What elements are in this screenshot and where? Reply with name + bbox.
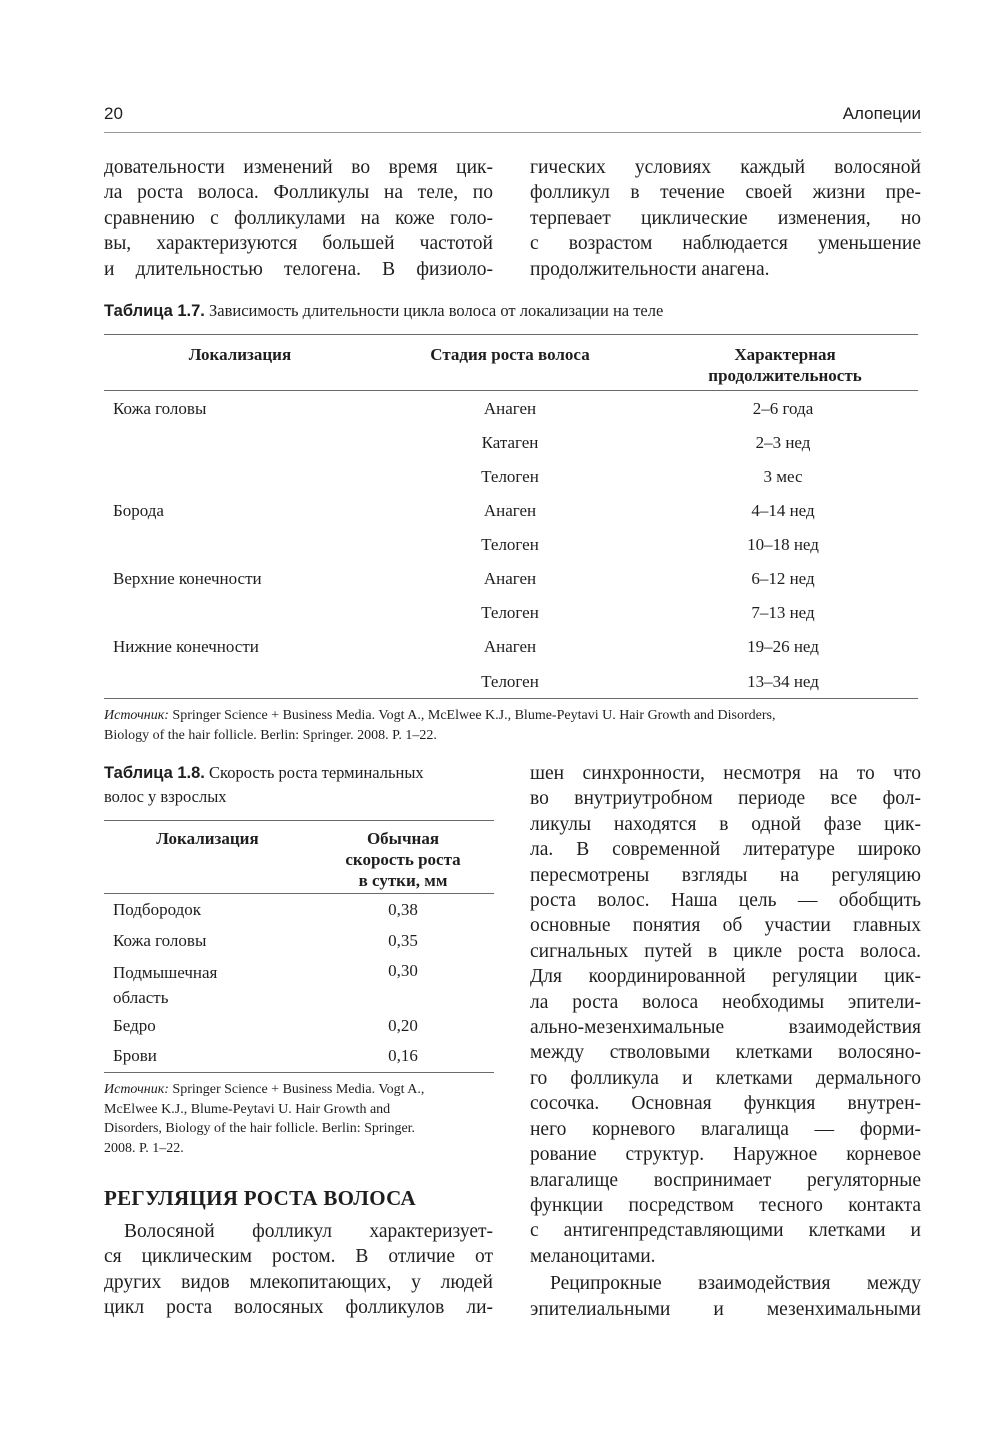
location-line: область bbox=[113, 988, 169, 1007]
page-number: 20 bbox=[104, 104, 123, 123]
table-1-8-rate: 0,35 bbox=[388, 931, 418, 950]
table-1-7-stage: Телоген bbox=[481, 603, 539, 622]
table-1-7-stage: Анаген bbox=[483, 569, 537, 588]
header-line: Характерная bbox=[734, 345, 836, 364]
text-line: шен синхронности, несмотря на то что bbox=[530, 763, 921, 784]
text-line: ся циклическим ростом. В отличие от bbox=[104, 1246, 493, 1268]
table-1-7-duration: 19–26 нед bbox=[747, 637, 819, 656]
header-line: Обычная bbox=[366, 829, 440, 848]
table-1-7-duration: 3 мес bbox=[763, 467, 803, 486]
table-1-8-header-rule bbox=[104, 893, 494, 894]
text-line: продолжительности анагена. bbox=[530, 258, 770, 280]
location-line: Подмышечная bbox=[113, 963, 218, 982]
text-line: сигнальных путей в цикле роста волоса. bbox=[530, 940, 921, 962]
table-1-7-stage: Катаген bbox=[481, 433, 539, 452]
text-line: рование структур. Наружное корневое bbox=[530, 1144, 921, 1166]
source-line: 2008. P. 1–22. bbox=[104, 1140, 184, 1156]
text-line: роста волос. Наша цель — обобщить bbox=[530, 890, 921, 912]
table-1-8-location: Кожа головы bbox=[113, 931, 207, 950]
text-line: Реципрокные взаимодействия между bbox=[550, 1273, 921, 1295]
text-line: эпителиальными и мезенхимальными bbox=[530, 1298, 921, 1320]
header-line: в сутки, мм bbox=[358, 871, 448, 890]
source-line bbox=[104, 706, 921, 726]
caption-line: волос у взрослых bbox=[104, 787, 227, 806]
text-line: во внутриутробном периоде все фол- bbox=[530, 788, 921, 810]
text-line: ла роста волоса необходимы эпители- bbox=[530, 991, 921, 1013]
table-1-7-location: Нижние конечности bbox=[113, 637, 259, 656]
table-1-7-stage: Телоген bbox=[481, 535, 539, 554]
source-text: Springer Science + Business Media. Vogt A., bbox=[168, 1082, 425, 1097]
table-1-7-duration: 6–12 нед bbox=[751, 569, 815, 588]
running-title: Алопеции bbox=[842, 104, 921, 123]
table-1-8-location: Бедро bbox=[113, 1016, 156, 1035]
top-left-paragraph bbox=[104, 155, 493, 282]
table-1-8-top-rule bbox=[104, 820, 494, 821]
table-1-8-rate: 0,38 bbox=[388, 900, 418, 919]
running-header bbox=[104, 104, 921, 133]
source-label: Источник: bbox=[104, 1082, 169, 1097]
table-1-8-bottom-rule bbox=[104, 1072, 494, 1073]
table-1-8-rate: 0,30 bbox=[388, 961, 418, 980]
table-1-8-header-location: Локализация bbox=[156, 829, 259, 848]
table-1-7-duration: 7–13 нед bbox=[751, 603, 815, 622]
source-line: McElwee K.J., Blume-Peytavi U. Hair Growth and bbox=[104, 1101, 391, 1117]
text-line: гических условиях каждый волосяной bbox=[530, 157, 921, 178]
table-1-8-header-rate bbox=[318, 828, 488, 891]
text-line: сосочка. Основная функция внутрен- bbox=[530, 1093, 921, 1115]
table-1-7-location: Верхние конечности bbox=[113, 569, 262, 588]
table-1-7-header-duration bbox=[660, 344, 910, 386]
table-1-7-bottom-rule bbox=[104, 698, 918, 699]
table-1-8-location: Подбородок bbox=[113, 900, 202, 919]
bottom-right-paragraph bbox=[530, 761, 921, 1322]
source-line bbox=[104, 1080, 499, 1100]
table-1-7-duration: 2–3 нед bbox=[755, 433, 811, 452]
text-line: влагалище воспринимает регуляторные bbox=[530, 1169, 921, 1191]
section-heading: РЕГУЛЯЦИЯ РОСТА ВОЛОСА bbox=[104, 1186, 416, 1210]
table-1-7-stage: Телоген bbox=[481, 467, 539, 486]
source-line: Disorders, Biology of the hair follicle. Berlin: Springer. bbox=[104, 1121, 416, 1136]
table-1-7-duration: 2–6 года bbox=[752, 399, 814, 418]
table-1-7-stage: Анаген bbox=[483, 501, 537, 520]
table-1-8-location bbox=[113, 960, 217, 1010]
header-line: скорость роста bbox=[345, 850, 461, 869]
table-1-7-top-rule bbox=[104, 334, 918, 335]
bottom-left-paragraph bbox=[104, 1219, 493, 1321]
table-1-7-source bbox=[104, 706, 921, 745]
table-1-8-caption bbox=[104, 761, 499, 809]
text-line: ликулы находятся в одной фазе цик- bbox=[530, 813, 921, 835]
text-line: и длительностью телогена. В физиоло- bbox=[104, 258, 493, 280]
table-1-7-stage: Телоген bbox=[481, 672, 539, 691]
text-line: Волосяной фолликул характеризует- bbox=[124, 1221, 493, 1242]
table-1-7-caption bbox=[104, 299, 921, 323]
text-line: терпевает циклические изменения, но bbox=[530, 207, 921, 229]
text-line: меланоцитами. bbox=[530, 1245, 656, 1267]
source-label: Источник: bbox=[104, 708, 169, 723]
text-line: фолликул в течение своей жизни пре- bbox=[530, 182, 921, 204]
source-text: Springer Science + Business Media. Vogt A., McElwee K.J., Blume-Peytavi U. Hair Growth and Disorders, bbox=[168, 708, 776, 723]
caption-line bbox=[104, 761, 499, 785]
table-1-7-header-stage: Стадия роста волоса bbox=[430, 345, 590, 364]
header-line: продолжительность bbox=[708, 366, 862, 385]
text-line: других видов млекопитающих, у людей bbox=[104, 1271, 493, 1293]
text-line: ла. В современной литературе широко bbox=[530, 839, 921, 861]
table-1-8-location: Брови bbox=[113, 1046, 157, 1065]
text-line: го фолликула и клетками дермального bbox=[530, 1067, 921, 1089]
text-line: цикл роста волосяных фолликулов ли- bbox=[104, 1297, 493, 1319]
table-1-8-source bbox=[104, 1080, 499, 1158]
table-1-8-label: Таблица 1.8. bbox=[104, 764, 205, 782]
table-1-7-header-rule bbox=[104, 390, 918, 391]
source-line: Biology of the hair follicle. Berlin: Springer. 2008. P. 1–22. bbox=[104, 727, 437, 743]
text-line: пересмотрены взгляды на регуляцию bbox=[530, 864, 921, 886]
text-line: основные понятия об участии главных bbox=[530, 915, 921, 937]
table-1-7-duration: 4–14 нед bbox=[751, 501, 815, 520]
text-line: между стволовыми клетками волосяно- bbox=[530, 1042, 921, 1064]
table-1-7-header-location: Локализация bbox=[188, 345, 292, 364]
table-1-7-stage: Анаген bbox=[483, 637, 537, 656]
text-line: ла роста волоса. Фолликулы на теле, по bbox=[104, 182, 493, 204]
text-line: сравнению с фолликулами на коже голо- bbox=[104, 207, 493, 229]
text-line: функции посредством тесного контакта bbox=[530, 1194, 921, 1216]
text-line: Для координированной регуляции цик- bbox=[530, 966, 921, 988]
table-1-7-location: Кожа головы bbox=[113, 399, 207, 418]
text-line: ально-мезенхимальные взаимодействия bbox=[530, 1017, 921, 1039]
text-line: довательности изменений во время цик- bbox=[104, 157, 493, 178]
table-1-7-title: Зависимость длительности цикла волоса от локализации на теле bbox=[209, 301, 664, 320]
table-1-8-rate: 0,20 bbox=[388, 1016, 418, 1035]
text-line: с возрастом наблюдается уменьшение bbox=[530, 233, 921, 255]
table-1-7-duration: 13–34 нед bbox=[747, 672, 819, 691]
text-line: него корневого влагалища — форми- bbox=[530, 1118, 921, 1140]
table-1-8-title: Скорость роста терминальных bbox=[204, 763, 424, 782]
table-1-7-label: Таблица 1.7. bbox=[104, 302, 205, 320]
table-1-8-rate: 0,16 bbox=[388, 1046, 418, 1065]
text-line: вы, характеризуются большей частотой bbox=[104, 233, 493, 255]
table-1-7-location: Борода bbox=[113, 501, 164, 520]
table-1-7-duration: 10–18 нед bbox=[747, 535, 819, 554]
text-line: с антигенпредставляющими клетками и bbox=[530, 1220, 921, 1242]
table-1-7-stage: Анаген bbox=[483, 399, 537, 418]
top-right-paragraph bbox=[530, 155, 921, 282]
